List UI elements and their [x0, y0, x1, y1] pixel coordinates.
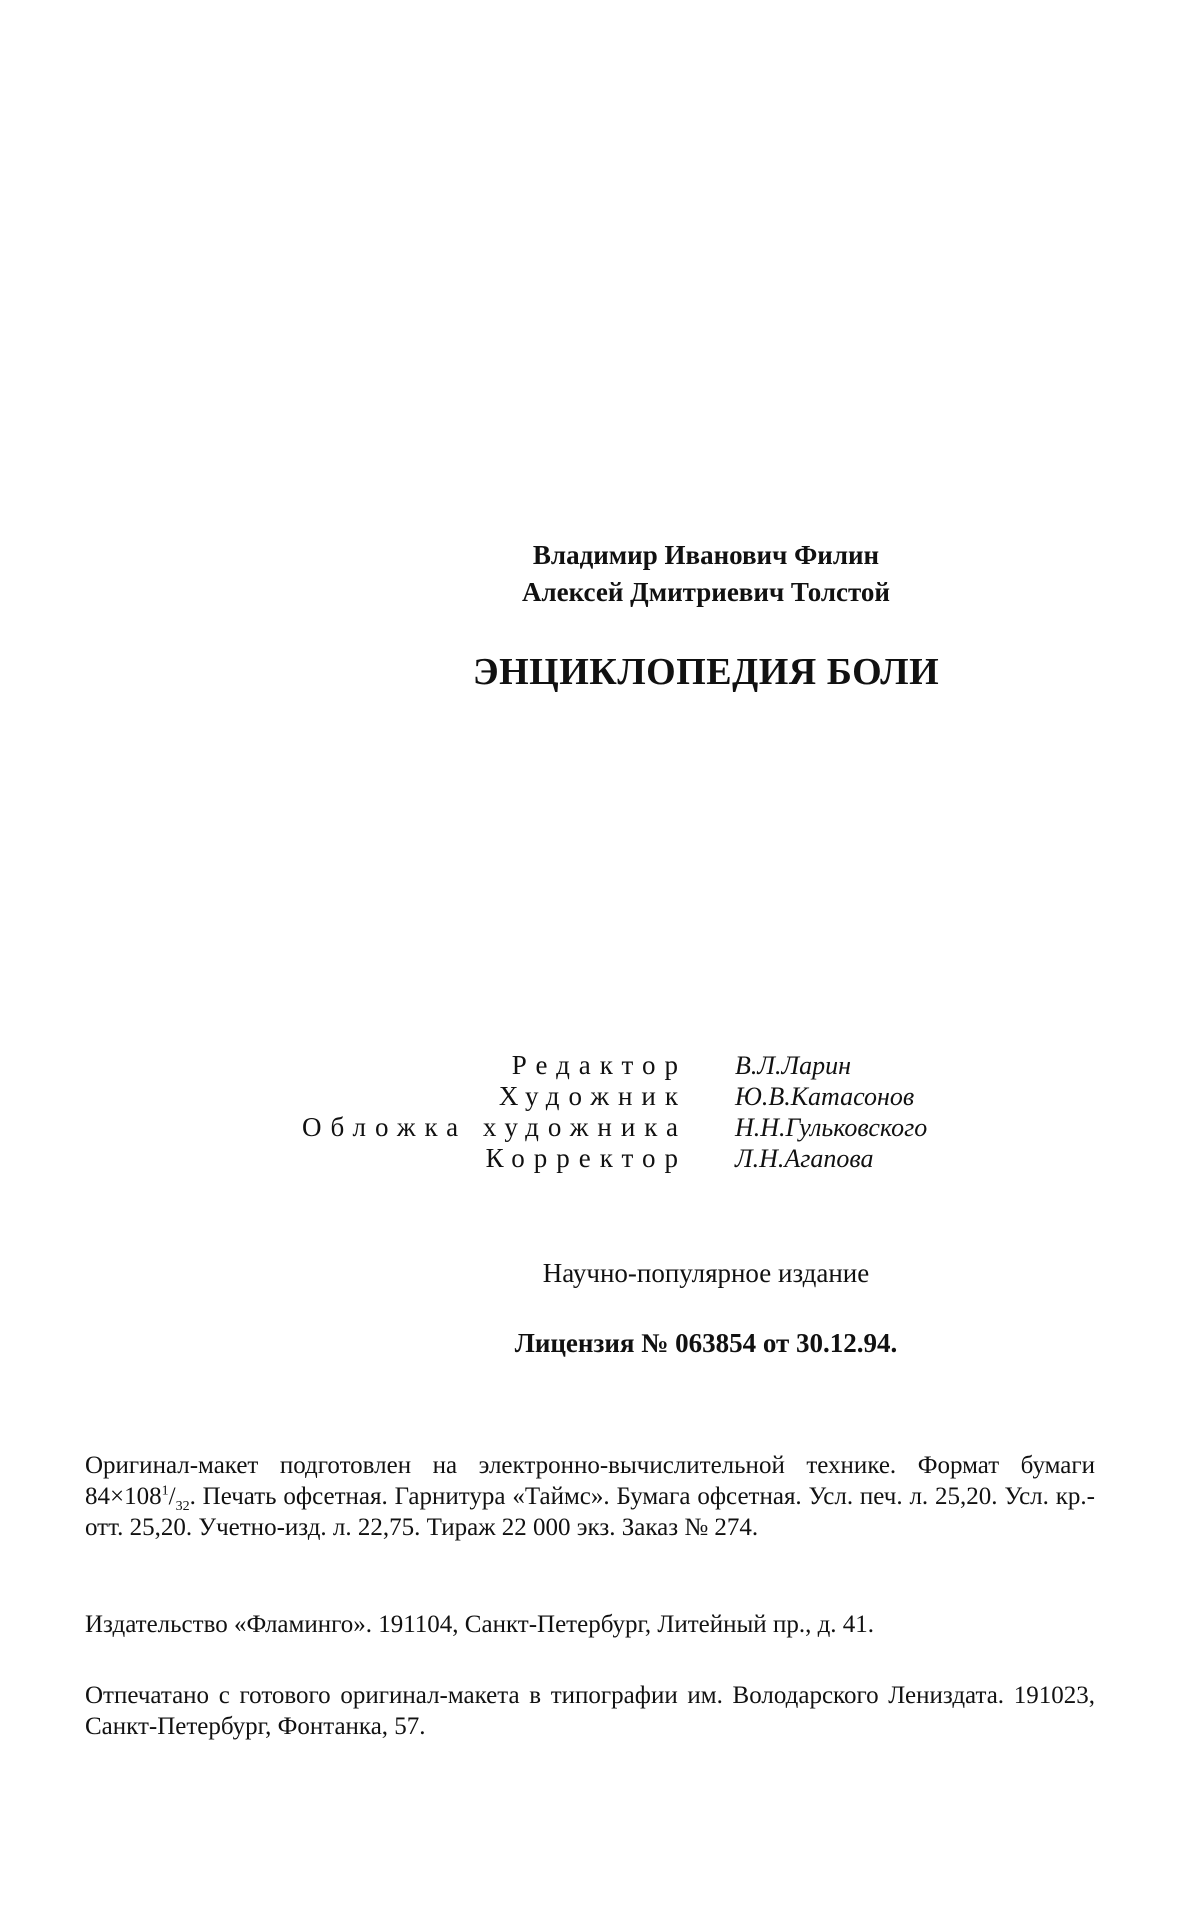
format-fraction-numerator: 1: [161, 1483, 169, 1499]
author-name: Алексей Дмитриевич Толстой: [522, 577, 890, 607]
credit-name: Н.Н.Гульковского: [735, 1113, 928, 1142]
print-specs-text: . Печать офсетная. Гарнитура «Таймс». Бумага офсетная. Усл. печ. л. 25,20. Усл. кр.-отт. 25,20. Учетно-изд. л. 22,75. Тираж 22 000 экз. Заказ № 274.: [85, 1483, 1095, 1541]
format-fraction-denominator: 32: [175, 1499, 190, 1514]
credit-role: Корректор: [485, 1143, 687, 1173]
edition-type: Научно-популярное издание: [542, 1258, 870, 1288]
print-specs-text: Оригинал-макет подготовлен на электронно-вычислительной технике. Формат бумаги 84×108: [85, 1452, 1095, 1510]
authors-block: [0, 537, 1200, 611]
credit-role: Обложка художника: [301, 1112, 687, 1142]
credit-role: Редактор: [511, 1050, 687, 1080]
book-title: ЭНЦИКЛОПЕДИЯ БОЛИ: [472, 651, 940, 693]
print-specs-paragraph: [85, 1450, 1095, 1543]
format-fraction-slash: /: [168, 1483, 176, 1510]
author-name: Владимир Иванович Филин: [532, 540, 880, 570]
license-line: Лицензия № 063854 от 30.12.94.: [514, 1328, 898, 1358]
credits-list: [0, 1050, 1200, 1174]
credit-row: [0, 1081, 1200, 1112]
credit-name: В.Л.Ларин: [735, 1051, 851, 1080]
credit-row: [0, 1143, 1200, 1174]
credit-name: Л.Н.Агапова: [735, 1144, 874, 1173]
credit-role: Художник: [498, 1081, 687, 1111]
publisher-address: Издательство «Фламинго». 191104, Санкт-Петербург, Литейный пр., д. 41.: [85, 1611, 875, 1638]
credit-row: [0, 1050, 1200, 1081]
credit-row: [0, 1112, 1200, 1143]
printer-info: Отпечатано с готового оригинал-макета в типографии им. Володарского Лениздата. 191023, Санкт-Петербург, Фонтанка, 57.: [85, 1682, 1095, 1740]
credit-name: Ю.В.Катасонов: [735, 1082, 915, 1111]
